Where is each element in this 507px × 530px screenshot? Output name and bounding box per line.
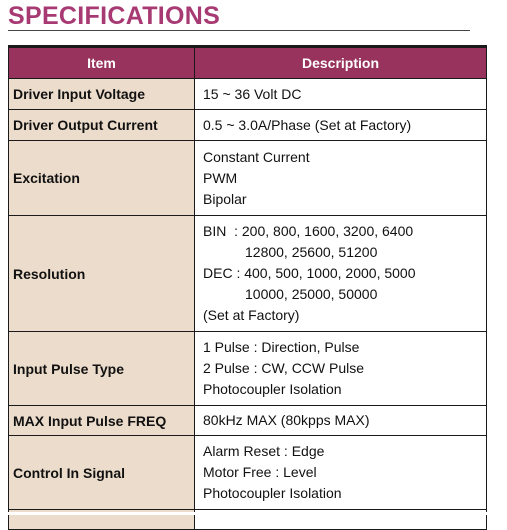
page-title: SPECIFICATIONS <box>8 2 221 30</box>
specifications-table <box>8 45 487 530</box>
description-line: PWM <box>203 169 238 186</box>
row-item-input-pulse-type: Input Pulse Type <box>9 332 195 406</box>
row-description <box>195 79 487 110</box>
description-line: Photocoupler Isolation <box>203 381 342 397</box>
row-description <box>195 110 487 141</box>
row-description <box>195 406 487 436</box>
row-description <box>195 332 487 406</box>
description-line: 12800, 25600, 51200 <box>245 244 378 260</box>
row-description <box>195 141 487 216</box>
table-row <box>9 110 487 141</box>
table-row <box>9 436 487 510</box>
description-line: 0.5 ~ 3.0A/Phase (Set at Factory) <box>203 116 412 133</box>
description-line: Constant Current <box>203 148 310 165</box>
table-row <box>9 216 487 332</box>
description-line: 80kHz MAX (80kpps MAX) <box>203 412 370 428</box>
description-line: BIN : 200, 800, 1600, 3200, 6400 <box>203 223 414 239</box>
description-line: (Set at Factory) <box>203 307 300 323</box>
header-item: Item <box>9 47 195 79</box>
description-line: 1 Pulse : Direction, Pulse <box>203 339 360 355</box>
description-line: DEC : 400, 500, 1000, 2000, 5000 <box>203 265 416 281</box>
header-description: Description <box>195 47 487 79</box>
description-line: 15 ~ 36 Volt DC <box>203 85 302 102</box>
row-item-max-input-pulse-freq: MAX Input Pulse FREQ <box>9 406 195 436</box>
description-line: Bipolar <box>203 190 247 207</box>
row-item-driver-input-voltage: Driver Input Voltage <box>9 79 195 110</box>
description-line: Photocoupler Isolation <box>203 485 342 501</box>
table-row <box>9 406 487 436</box>
row-description <box>195 436 487 510</box>
description-line: 10000, 25000, 50000 <box>245 286 378 302</box>
table-row <box>9 141 487 216</box>
row-description <box>195 216 487 332</box>
table-row <box>9 332 487 406</box>
table-row <box>9 79 487 110</box>
row-item-resolution: Resolution <box>9 216 195 332</box>
description-line: Motor Free : Level <box>203 464 317 480</box>
description-line: Alarm Reset : Edge <box>203 443 325 459</box>
title-underline <box>8 30 470 31</box>
table-header-row <box>9 47 487 79</box>
row-item-control-in-signal: Control In Signal <box>9 436 195 510</box>
row-item-driver-output-current: Driver Output Current <box>9 110 195 141</box>
description-line: 2 Pulse : CW, CCW Pulse <box>203 360 365 376</box>
row-item-excitation: Excitation <box>9 141 195 216</box>
